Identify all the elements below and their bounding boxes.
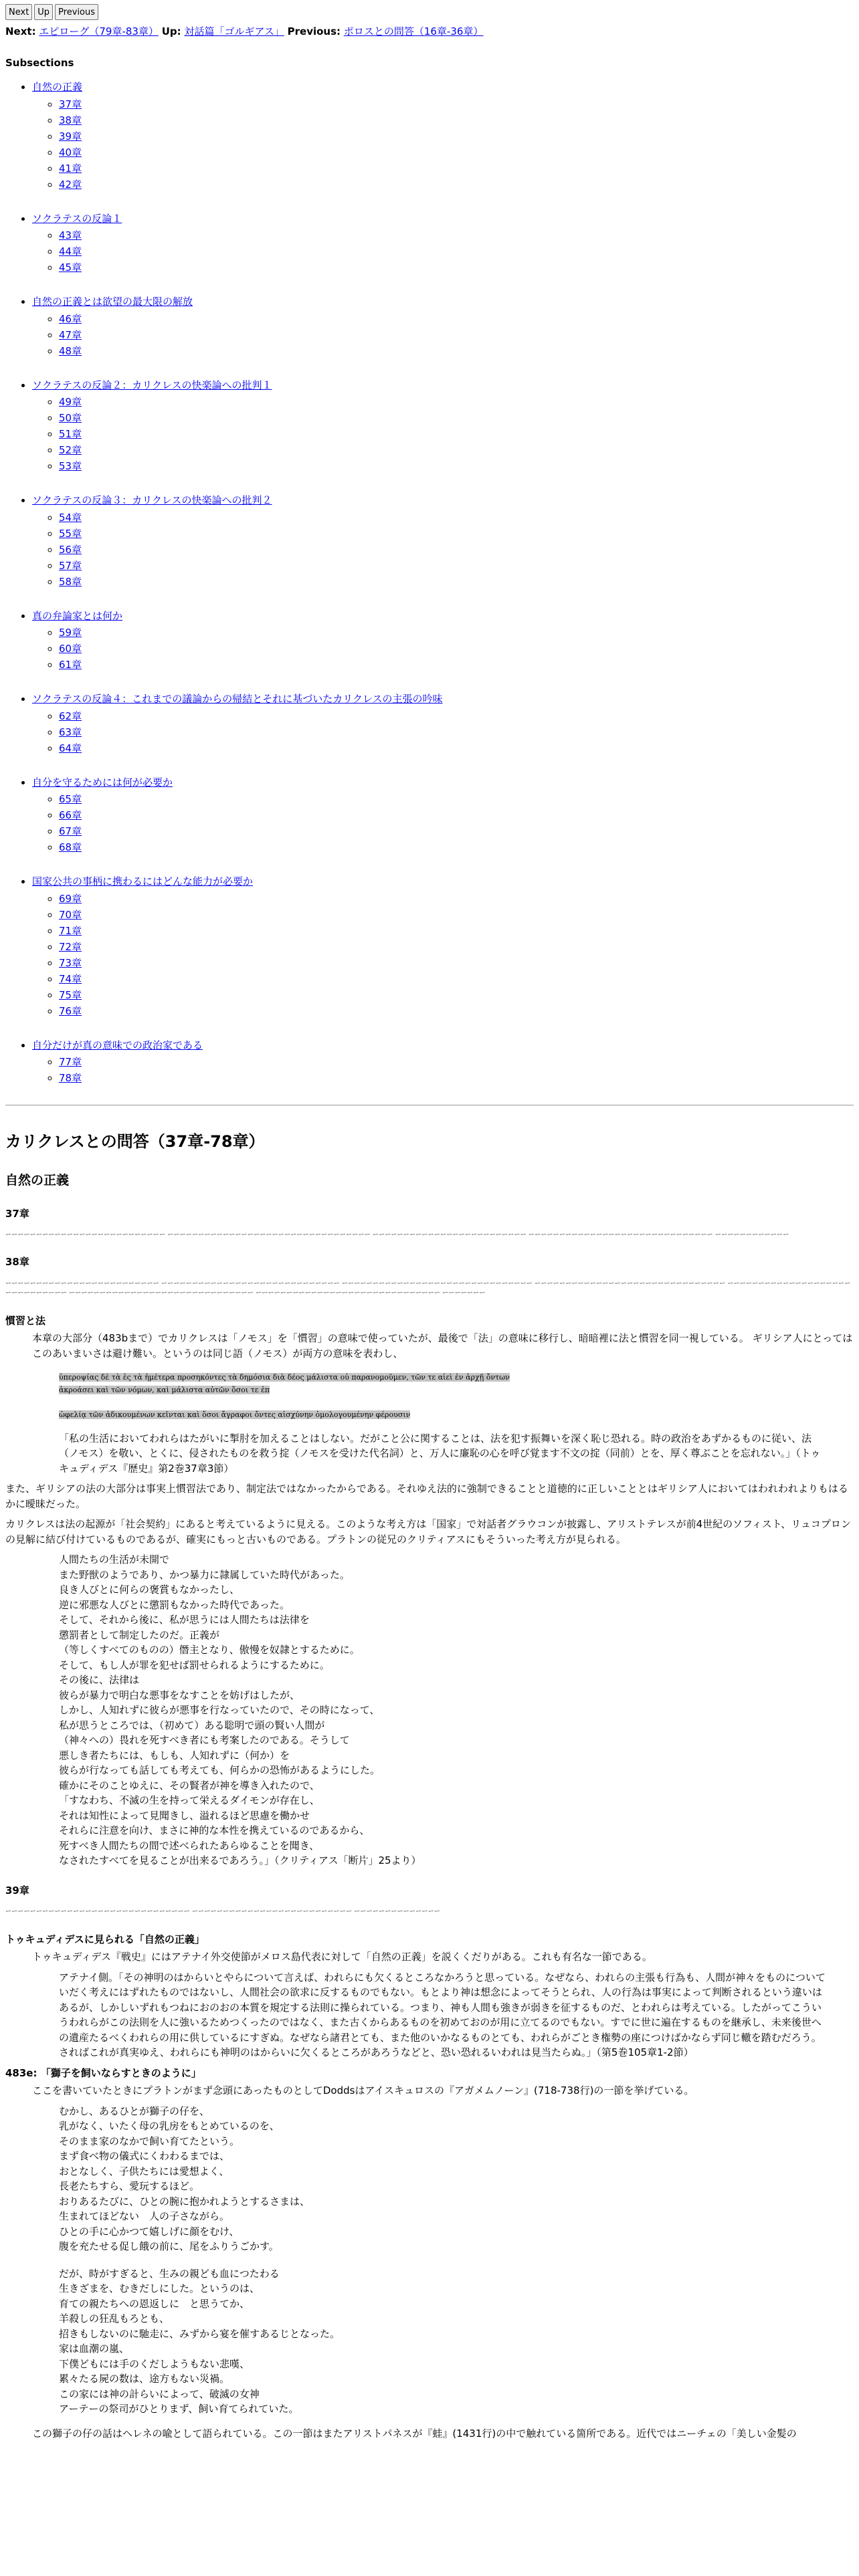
toc-chapter-item <box>59 923 854 939</box>
toc-chapter-item <box>59 458 854 474</box>
toc-chapter-link[interactable]: 42章 <box>59 178 82 191</box>
poem-line: そのまま家のなかで飼い育てたという。 <box>59 2135 240 2147</box>
toc-chapter-link[interactable]: 72章 <box>59 940 82 953</box>
poem-line: 良き人びとに何らの褒賞もなかったし、 <box>59 1584 240 1596</box>
toc-chapter-item <box>59 542 854 558</box>
up-label: Up: <box>161 25 181 37</box>
toc-chapter-link[interactable]: 44章 <box>59 245 82 257</box>
poem-line: そして、もし人が罪を犯せば罰せられるようにするために。 <box>59 1658 330 1671</box>
toc-chapter-item <box>59 410 854 426</box>
toc-chapter-link[interactable]: 50章 <box>59 412 82 424</box>
poem-line: 腹を充たせる促し餓の前に、尾をふりうごかす。 <box>59 2240 279 2253</box>
toc-chapter-link[interactable]: 62章 <box>59 710 82 722</box>
poem-line: アーテーの祭司がひとりまず、飼い育てられていた。 <box>59 2403 299 2416</box>
poem-line: 逆に邪悪な人びとに懲罰もなかった時代であった。 <box>59 1598 290 1611</box>
toc-section <box>32 294 854 359</box>
toc-chapter-link[interactable]: 70章 <box>59 908 82 921</box>
toc-section <box>32 691 854 756</box>
toc-chapter-item <box>59 160 854 177</box>
toc-chapter-link[interactable]: 46章 <box>59 312 82 325</box>
toc-chapter-list <box>32 227 854 276</box>
toc-chapter-link[interactable]: 71章 <box>59 924 82 937</box>
poem-line: 生きざまを、むきだしにした。というのは、 <box>59 2282 260 2295</box>
toc-chapter-item <box>59 1003 854 1019</box>
toc-chapter-link[interactable]: 41章 <box>59 162 82 175</box>
toc-chapter-link[interactable]: 57章 <box>59 559 82 572</box>
nomos-paragraph-3: カリクレスは法の起源が「社会契約」にあると考えているように見える。このような考え方は「国家」で対話者グラウコンが披露し、アリストテレスが前4世紀のソフィスト、リュコプロンの見解に結び付けているものであるが、確実にもっと古いものである。プラトンの従兄のクリティアスにもそういった考え方が見られる。 <box>5 1518 851 1545</box>
poem-line: 死すべき人間たちの間で述べられたあらゆることを聞き、 <box>59 1839 320 1852</box>
toc-chapter-list <box>32 791 854 855</box>
toc-chapter-link[interactable]: 67章 <box>59 825 82 837</box>
toc-chapter-item <box>59 939 854 955</box>
toc-section-link[interactable]: 真の弁論家とは何か <box>32 609 123 622</box>
toc-chapter-item <box>59 327 854 343</box>
poem-line: 人間たちの生活が未開で <box>59 1553 170 1566</box>
toc-chapter-link[interactable]: 65章 <box>59 793 82 805</box>
toc-chapter-item <box>59 891 854 907</box>
poem-line: その後に、法律は <box>59 1674 140 1687</box>
poem-line: 家は血潮の嵐、 <box>59 2343 130 2355</box>
toc-section-link[interactable]: ソクラテスの反論４：これまでの議論からの帰結とそれに基づいたカリクレスの主張の吟味 <box>32 693 443 705</box>
toc-chapter-item <box>59 807 854 823</box>
main-title: カリクレスとの問答（37章-78章） <box>5 1132 265 1151</box>
toc-section <box>32 874 854 1019</box>
poem-line: また野獣のようであり、かつ暴力に隷属していた時代があった。 <box>59 1568 350 1581</box>
toc-section <box>32 378 854 475</box>
poem-line: だが、時がすぎると、生みの親ども血につたわる <box>59 2267 280 2280</box>
lion-closing: この獅子の仔の話はヘレネの喩として語られている。この一節はまたアリストパネスが『蛙』(1431行)の中で触れている箇所である。近代ではニーチェの「美しい金髪の <box>32 2427 797 2440</box>
toc-chapter-link[interactable]: 51章 <box>59 428 82 440</box>
poem-line: 「すなわち、不滅の生を持って栄えるダイモンが存在し、 <box>59 1794 320 1807</box>
poem-line: まず食べ物の儀式にくわわるまでは、 <box>59 2150 230 2163</box>
poem-line: 育ての親たちへの恩返しに と思うてか、 <box>59 2297 250 2310</box>
toc-chapter-item <box>59 96 854 112</box>
toc-chapter-item <box>59 243 854 259</box>
agamemnon-poem-1 <box>59 2104 854 2254</box>
toc-section-link[interactable]: 自然の正義とは欲望の最大限の解放 <box>32 296 193 308</box>
nomos-heading: 慣習と法 <box>5 1314 46 1327</box>
toc-chapter-link[interactable]: 78章 <box>59 1072 82 1084</box>
toc-section <box>32 80 854 193</box>
toc-chapter-link[interactable]: 61章 <box>59 659 82 671</box>
toc-chapter-item <box>59 1054 854 1070</box>
toc-chapter-list <box>32 1054 854 1086</box>
toc-section <box>32 775 854 856</box>
toc-chapter-item <box>59 641 854 657</box>
toc-chapter-item <box>59 442 854 458</box>
poem-line: 乳がなく、いたく母の乳房をもとめているのを、 <box>59 2120 280 2133</box>
subsections-list <box>5 80 854 1086</box>
poem-line: 確かにそのことゆえに、その賢者が神を導き入れたので、 <box>59 1779 320 1792</box>
chapter-38-heading: 38章 <box>5 1256 29 1269</box>
toc-chapter-link[interactable]: 74章 <box>59 972 82 985</box>
toc-chapter-link[interactable]: 73章 <box>59 956 82 969</box>
toc-chapter-link[interactable]: 56章 <box>59 543 82 556</box>
toc-chapter-link[interactable]: 77章 <box>59 1056 82 1068</box>
toc-chapter-item <box>59 343 854 359</box>
poem-line: （神々への）畏れを死すべき者にも考案したのである。そうして <box>59 1734 350 1747</box>
toc-section <box>32 211 854 276</box>
toc-chapter-item <box>59 128 854 144</box>
toc-section <box>32 1038 854 1087</box>
next-button[interactable]: Next <box>5 4 32 20</box>
toc-chapter-link[interactable]: 64章 <box>59 742 82 754</box>
toc-chapter-item <box>59 791 854 807</box>
poem-line: 私が思うところでは、（初めて）ある聡明で頭の賢い人間が <box>59 1719 325 1731</box>
subsections-heading: Subsections <box>5 56 74 69</box>
poem-line: （等しくすべてのものの）僭主となり、傲慢を奴隷とするために。 <box>59 1644 360 1656</box>
toc-section-link[interactable]: ソクラテスの反論３：カリクレスの快楽論への批判２ <box>32 494 272 506</box>
up-link[interactable]: 対話篇「ゴルギアス」 <box>184 25 284 37</box>
poem-line: 羊殺しの狂乱もろとも、 <box>59 2313 170 2325</box>
toc-chapter-link[interactable]: 39章 <box>59 130 82 142</box>
toc-chapter-link[interactable]: 63章 <box>59 726 82 738</box>
poem-line: なされたすべてを見ることが出来るであろう。」（クリティアス「断片」25より） <box>59 1854 421 1867</box>
toc-chapter-item <box>59 971 854 987</box>
toc-chapter-item <box>59 526 854 542</box>
toc-chapter-item <box>59 259 854 276</box>
toc-chapter-item <box>59 708 854 724</box>
page <box>5 0 854 2446</box>
toc-chapter-item <box>59 311 854 327</box>
toc-chapter-link[interactable]: 69章 <box>59 892 82 905</box>
agamemnon-poem-2 <box>59 2266 854 2417</box>
toc-section-link[interactable]: 自然の正義 <box>32 81 83 93</box>
chapter-38-text: ーーーーーーーーーーーーーーーーーーーーーーーーー ーーーーーーーーーーーーーーーーーーーーーーーーーーーーー ーーーーーーーーーーーーーーーーーーーーーーーーーーーーーーー ーーーーーーーーーーーーーーーーーーーーーーーーーーーーーーー ーーーーーーーーーーーーーーーーーーーーーーーーーーーーーー ーーーーーーーーーーーーーーーーーーーーーーーーーーーーーー ーーーーーーーーーーーーーーーーーーーーーーーーーーーーーー ーーーーーーー <box>5 1280 851 1297</box>
poem-line: そして、それから後に、私が思うには人間たちは法律を <box>59 1614 310 1626</box>
toc-chapter-link[interactable]: 52章 <box>59 444 82 456</box>
thucydides-quote-1: 「私の生活においてわれらはたがいに掣肘を加えることはしない。だがこと公に関することは、法を犯す振舞いを深く恥じ恐れる。時の政治をあずかるものに従い、法（ノモス）を敬い、とくに、侵されたものを救う掟（ノモスを受けた代名詞）と、万人に廉恥の心を呼び覚ます不文の掟（同前）とを、厚く尊ぶことを忘れない。」（トゥキュディデス『歴史』第2巻37章3節） <box>59 1432 821 1475</box>
toc-chapter-link[interactable]: 45章 <box>59 261 82 274</box>
poem-line: おりあるたびに、ひとの腕に抱かれようとするさまは、 <box>59 2195 310 2208</box>
poem-line: それらに注意を向け、まさに神的な本性を携えているのであるから、 <box>59 1824 370 1837</box>
toc-chapter-link[interactable]: 47章 <box>59 328 82 341</box>
toc-chapter-link[interactable]: 54章 <box>59 511 82 524</box>
toc-chapter-item <box>59 394 854 410</box>
toc-section-link[interactable]: 国家公共の事柄に携わるにはどんな能力が必要か <box>32 875 254 887</box>
section-title: 自然の正義 <box>5 1173 70 1188</box>
poem-line: 悪しき者たちには、もしも、人知れずに（何か）を <box>59 1749 290 1761</box>
nomos-paragraph-2: また、ギリシアの法の大部分は事実上慣習法であり、制定法ではなかったからである。それゆえ法的に強制できることと道徳的に正しいこととはギリシア人においてはわれわれよりもはるかに曖昧だった。 <box>5 1483 848 1510</box>
toc-chapter-link[interactable]: 58章 <box>59 575 82 588</box>
next-link[interactable]: エピローグ（79章-83章） <box>39 25 159 37</box>
next-label: Next: <box>5 25 36 37</box>
previous-button[interactable]: Previous <box>55 4 98 20</box>
toc-chapter-link[interactable]: 68章 <box>59 841 82 853</box>
toc-section-link[interactable]: 自分だけが真の意味での政治家である <box>32 1039 203 1051</box>
up-button[interactable]: Up <box>34 4 53 20</box>
toc-chapter-list <box>32 311 854 359</box>
toc-chapter-link[interactable]: 66章 <box>59 809 82 821</box>
toc-chapter-link[interactable]: 49章 <box>59 396 82 408</box>
toc-chapter-link[interactable]: 59章 <box>59 627 82 639</box>
poem-line: 彼らが行なっても話しても考えても、何らかの恐怖があるようにした。 <box>59 1764 381 1777</box>
chapter-37-heading: 37章 <box>5 1207 29 1220</box>
lion-heading <box>5 2066 854 2081</box>
toc-chapter-item <box>59 574 854 590</box>
previous-label: Previous: <box>287 25 341 37</box>
poem-line: 彼らが暴力で明白な悪事をなすことを妨げはしたが、 <box>59 1689 300 1701</box>
toc-section-link[interactable]: ソクラテスの反論１ <box>32 212 122 225</box>
thucydides-quote-2: アテナイ側。「その神明のはからいとやらについて言えば、われらにも欠くるところなかろうと思っている。なぜなら、われらの主張も行為も、人間が神々をものについていだく考えにはずれたものではないし、人間社会の欲求に反するものでもない。もとより神は想念によってそうとられ、人の行為は事実によって判断されるという違いはあるが、しかしいずれもつねにおのおの本質を規定する法則に操られている。つまり、神も人間も強きが弱きを征するものだ、とわれらは考えている。したがってこういうわれらがこの法則を人に強いるためつくったのではなく、また古くからあるものを初めておのが用に立てるのでもない。すでに世に遍在するものを継承し、未来後世への遺産たるべくわれらの用に供しているにすぎぬ。なぜなら諸君とても、また他のいかなるものとても、われらがごとき権勢の座につけばかならず同じ轍を踏むだろう。さればこれが真実ゆえ、われらにも神明のはからいに欠くるところがあろうなどと、恐い恐れるいわれは見当たらぬ。」（第5巻105章1-2節） <box>59 1971 826 2059</box>
poem-line: むかし、あるひとが獅子の仔を、 <box>59 2105 210 2117</box>
toc-chapter-link[interactable]: 48章 <box>59 344 82 357</box>
chapter-37-text: ーーーーーーーーーーーーーーーーーーーーーーーーーー ーーーーーーーーーーーーーーーーーーーーーーーーーーーーーーーーー ーーーーーーーーーーーーーーーーーーーーーーーーー ーーーーーーーーーーーーーーーーーーーーーーーーーーーーーー ーーーーーーーーーーーー <box>5 1232 789 1239</box>
toc-chapter-list <box>32 394 854 474</box>
toc-chapter-link[interactable]: 75章 <box>59 988 82 1001</box>
greek-quote <box>59 1372 541 1422</box>
lion-intro: ここを書いていたときにプラトンがまず念頭にあったものとしてDoddsはアイスキュロスの『アガメムノーン』(718-738行)の一節を挙げている。 <box>32 2084 694 2097</box>
poem-line: しかし、人知れずに彼らが悪事を行なっていたので、その時になって、 <box>59 1704 380 1717</box>
toc-section-link[interactable]: 自分を守るためには何が必要か <box>32 776 173 788</box>
toc-chapter-item <box>59 227 854 243</box>
toc-chapter-item <box>59 907 854 923</box>
poem-line: 累々たる屍の数は、途方もない災禍。 <box>59 2373 230 2385</box>
critias-poem <box>59 1552 854 1868</box>
toc-chapter-link[interactable]: 60章 <box>59 643 82 655</box>
toc-chapter-link[interactable]: 76章 <box>59 1004 82 1017</box>
poem-line: ひとの手に心かつて嬉しげに顔をむけ、 <box>59 2225 240 2238</box>
toc-chapter-item <box>59 510 854 526</box>
poem-line: 招きもしないのに馳走に、みずから宴を催すあるじとなった。 <box>59 2327 341 2340</box>
greek-line-1: ὑπεροψίας δὲ τὰ ἐς τὰ ἡμέτερα προσηκόντες τὰ δημόσια διὰ δέος μάλιστα οὐ παρανομοῦμεν, τῶν τε αἰεὶ ἐν ἀρχῇ ὄντων ἀκροάσει καὶ τῶν νόμων, καὶ μάλιστα αὐτῶν ὅσοι τε ἐπ <box>59 1373 510 1394</box>
toc-chapter-item <box>59 740 854 756</box>
poem-line: おとなしく、子供たちには愛想よく、 <box>59 2165 229 2177</box>
previous-link[interactable]: ポロスとの問答（16章-36章） <box>343 25 484 37</box>
toc-chapter-link[interactable]: 37章 <box>59 98 82 110</box>
toc-chapter-item <box>59 177 854 193</box>
nav-buttons <box>5 4 854 20</box>
poem-line: 下僕どもには手のくだしようもない悲嘆、 <box>59 2357 250 2370</box>
toc-chapter-list <box>32 891 854 1019</box>
toc-chapter-link[interactable]: 38章 <box>59 114 82 126</box>
chapter-39-heading: 39章 <box>5 1884 29 1897</box>
toc-chapter-item <box>59 426 854 442</box>
toc-chapter-item <box>59 112 854 128</box>
toc-chapter-item <box>59 657 854 673</box>
toc-chapter-link[interactable]: 43章 <box>59 229 82 241</box>
toc-chapter-link[interactable]: 55章 <box>59 527 82 540</box>
nomos-paragraph-1: 本章の大部分（483bまで）でカリクレスは「ノモス」を「慣習」の意味で使っていたが、最後で「法」の意味に移行し、暗暗裡に法と慣習を同一視している。 ギリシア人にとってはこのあいまいさは避け難い。というのは同じ語（ノモス）が両方の意味を表わし、 <box>32 1332 853 1360</box>
toc-chapter-item <box>59 823 854 839</box>
toc-chapter-list <box>32 96 854 193</box>
toc-section <box>32 493 854 590</box>
poem-line: それは知性によって見聞きし、溢れるほど思慮を働かせ <box>59 1809 310 1822</box>
toc-chapter-list <box>32 510 854 590</box>
thucydides-heading: トゥキュディデスに見られる「自然の正義」 <box>5 1933 205 1945</box>
toc-section <box>32 609 854 673</box>
toc-chapter-item <box>59 144 854 160</box>
toc-chapter-item <box>59 987 854 1003</box>
nav-links <box>5 24 854 39</box>
poem-line: この家には神の計らいによって、破滅の女神 <box>59 2387 260 2400</box>
lion-title: 「獅子を飼いならすときのように」 <box>40 2066 201 2079</box>
thucydides-intro: トゥキュディデス『戦史』にはアテナイ外交使節がメロス島代表に対して「自然の正義」を説くくだりがある。これも有名な一節である。 <box>32 1951 652 1963</box>
toc-chapter-list <box>32 625 854 673</box>
toc-chapter-item <box>59 1070 854 1086</box>
lion-label: 483e: <box>5 2066 37 2079</box>
toc-chapter-item <box>59 955 854 971</box>
toc-chapter-link[interactable]: 40章 <box>59 146 82 158</box>
toc-chapter-item <box>59 625 854 641</box>
toc-chapter-item <box>59 558 854 574</box>
toc-chapter-item <box>59 724 854 740</box>
toc-section-link[interactable]: ソクラテスの反論２：カリクレスの快楽論への批判１ <box>32 379 272 391</box>
greek-line-2: ὠφελίᾳ τῶν ἀδικουμένων κεῖνται καὶ ὅσοι ἄγραφοι ὄντες αἰσχύνην ὁμολογουμένην φέρουσιν <box>59 1410 411 1420</box>
toc-chapter-link[interactable]: 53章 <box>59 460 82 472</box>
poem-line: 生まれてほどない 人の子さながら。 <box>59 2210 230 2223</box>
poem-line: 懲罰者として制定したのだ。正義が <box>59 1628 220 1641</box>
toc-chapter-list <box>32 708 854 756</box>
poem-line: 長老たちすら、愛玩するほど。 <box>59 2180 200 2193</box>
chapter-39-text: ーーーーーーーーーーーーーーーーーーーーーーーーーーーーーー ーーーーーーーーーーーーーーーーーーーーーーーーーー ーーーーーーーーーーーーーー <box>5 1909 441 1916</box>
toc-chapter-item <box>59 839 854 855</box>
